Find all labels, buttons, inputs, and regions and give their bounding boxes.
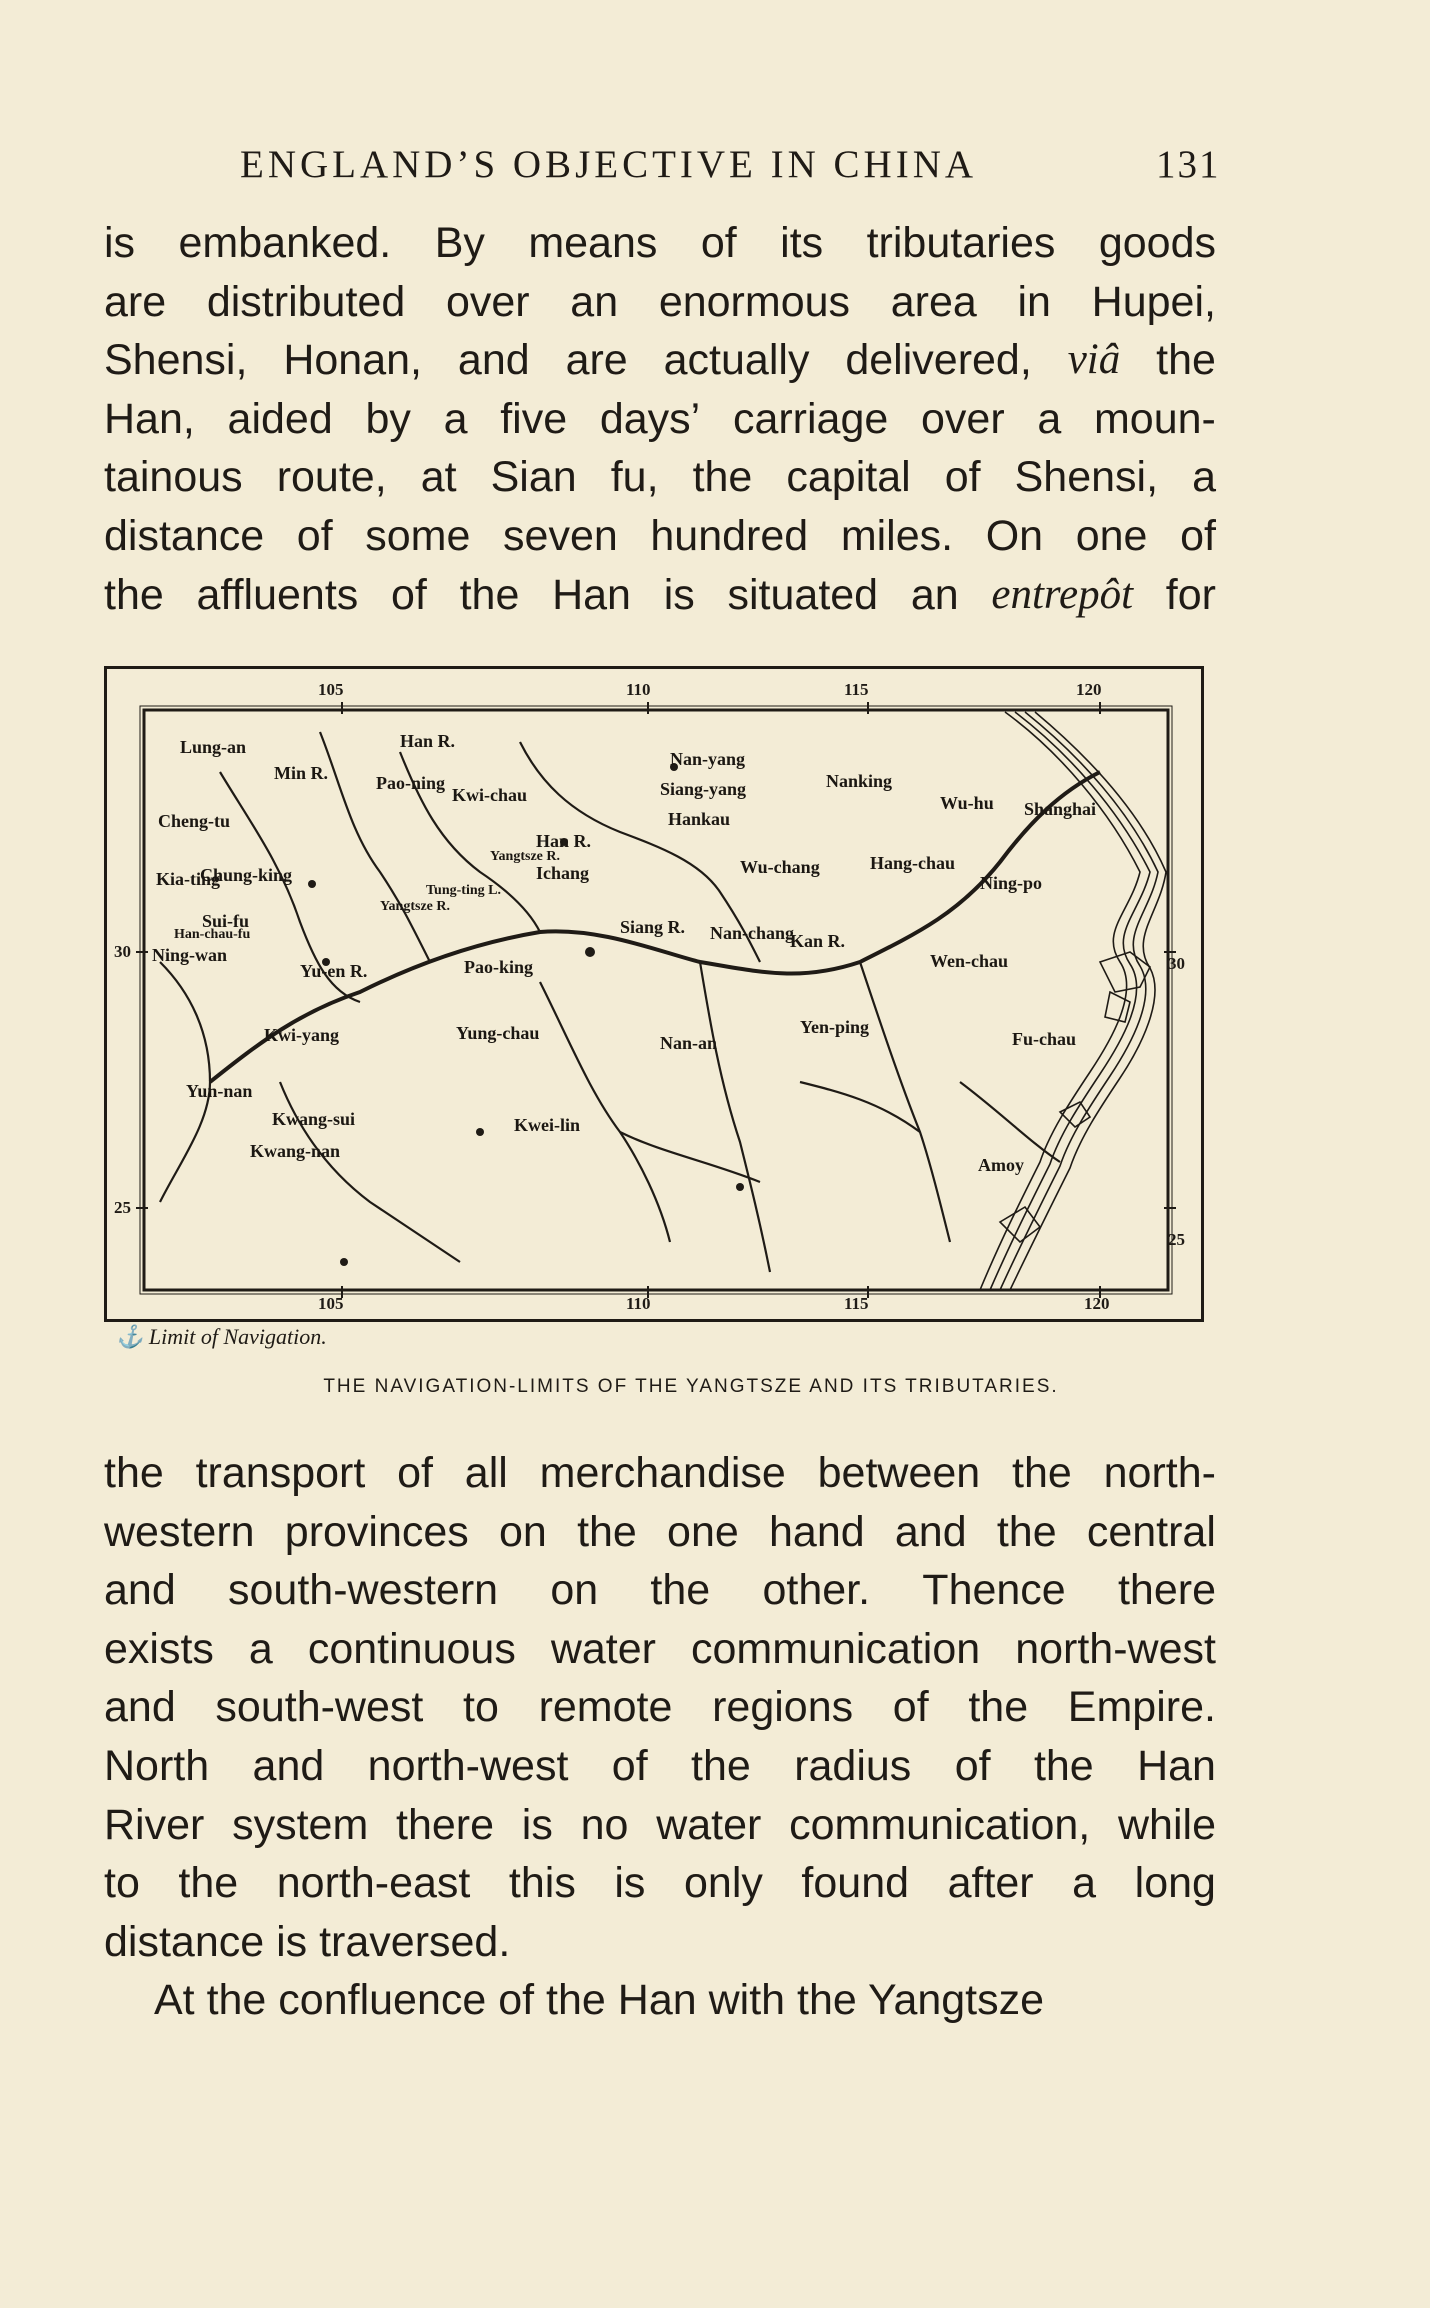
word: a [1192, 453, 1216, 502]
map-place-label: Han-chau-fu [174, 927, 251, 942]
map-place-label: Shanghai [1024, 799, 1097, 819]
map-place-label: Min R. [274, 763, 328, 783]
word: embanked. [178, 219, 392, 267]
word: an [910, 570, 959, 619]
map-place-label: Amoy [978, 1155, 1024, 1175]
word: distance [104, 511, 265, 560]
word: communication [691, 1624, 981, 1673]
word: is [104, 219, 136, 267]
word: of [391, 570, 427, 619]
tick-bottom-105: 105 [318, 1294, 344, 1313]
word: carriage [732, 394, 889, 443]
word: of [397, 1449, 433, 1497]
map-place-label: Kan R. [790, 931, 846, 951]
word: only [683, 1859, 763, 1908]
word: water [550, 1624, 656, 1673]
text-line [104, 1737, 1216, 1796]
word: Sian [490, 453, 577, 502]
map-place-label: Ning-po [980, 873, 1043, 893]
tick-top-115: 115 [844, 680, 869, 699]
word: exists [104, 1624, 214, 1673]
text-line [104, 1678, 1216, 1737]
word: provinces [284, 1507, 469, 1556]
map-place-label: Kwi-chau [452, 785, 528, 805]
town-markers [308, 763, 747, 1266]
word: of [954, 1741, 991, 1790]
word: means [528, 219, 658, 267]
map-place-label: Kwi-yang [264, 1025, 340, 1045]
word: days’ [599, 394, 701, 443]
word: distributed [206, 277, 406, 326]
word: found [801, 1859, 910, 1908]
map-inner-frame [144, 710, 1168, 1290]
word: a [1037, 394, 1062, 443]
word: hundred [650, 511, 809, 560]
word: remote [538, 1683, 673, 1732]
word: on [550, 1566, 599, 1615]
running-head [0, 142, 1430, 192]
bottom-paragraph [104, 1444, 1216, 2030]
word: are [104, 277, 167, 326]
word: other. [762, 1566, 871, 1615]
word: distance is traversed. [104, 1917, 511, 1966]
word: of [1180, 511, 1216, 560]
word: the [996, 1507, 1057, 1556]
map-place-label: Chung-king [200, 865, 293, 885]
figure-caption-text: THE NAVIGATION-LIMITS OF THE YANGTSZE AND ITS TRIBUTARIES. [323, 1376, 1059, 1397]
text-line [104, 1854, 1216, 1913]
map-place-label: Wu-hu [940, 793, 994, 813]
map-place-label: Pao-ning [376, 773, 446, 793]
word: the [691, 1741, 751, 1790]
word: long [1134, 1859, 1216, 1908]
word: route, [276, 453, 387, 502]
word: North [104, 1741, 210, 1790]
tick-bottom-120: 120 [1084, 1294, 1110, 1313]
map-place-label: Yen-ping [800, 1017, 870, 1037]
map-place-label: Yun-nan [186, 1081, 253, 1101]
map-place-label: Nanking [826, 771, 893, 791]
word: By [434, 219, 485, 267]
word: miles. [840, 511, 954, 560]
map-place-label: Nan-yang [670, 749, 746, 769]
text-line [104, 1913, 1216, 1972]
word: of [611, 1741, 648, 1790]
map-place-label: Cheng-tu [158, 811, 231, 831]
word: north-east [276, 1859, 471, 1908]
word: are [565, 336, 628, 385]
graticule-ticks [136, 702, 1176, 1298]
map-place-label: Siang R. [620, 917, 686, 937]
word: actually [663, 336, 810, 385]
top-paragraph [104, 214, 1216, 624]
word: of [944, 453, 981, 502]
tick-top-110: 110 [626, 680, 651, 699]
word: the [1156, 336, 1216, 385]
word: radius [794, 1741, 912, 1790]
map-place-label: Sui-fu [202, 911, 250, 931]
word: over [445, 277, 530, 326]
word: an [570, 277, 619, 326]
map-place-label: Tung-ting L. [426, 883, 501, 898]
map-place-label: Nan-an [660, 1033, 718, 1053]
text-line [104, 273, 1216, 332]
word: and [252, 1741, 325, 1790]
tick-top-120: 120 [1076, 680, 1102, 699]
word: the [178, 1859, 239, 1908]
word: its [780, 219, 824, 267]
text-line [104, 1796, 1216, 1855]
text-line [104, 1503, 1216, 1562]
map-place-label: Hankau [668, 809, 731, 829]
word: there [396, 1800, 495, 1849]
map-place-label: Kwang-nan [250, 1141, 341, 1161]
word: south-western [228, 1566, 499, 1615]
map-drawing [100, 662, 1212, 1322]
word: central [1086, 1507, 1216, 1556]
word: one [1075, 511, 1148, 560]
word: and [104, 1683, 176, 1732]
word: regions [712, 1683, 854, 1732]
word: Shensi, [104, 336, 248, 385]
text-line [104, 1444, 1216, 1503]
map-place-label: Hang-chau [870, 853, 956, 873]
word: tributaries [866, 219, 1056, 267]
map-place-label: Siang-yang [660, 779, 747, 799]
word: Shensi, [1014, 453, 1159, 502]
word: at [420, 453, 457, 502]
map-place-label: Yangtsze R. [380, 899, 450, 914]
text-line [104, 507, 1216, 566]
word: system [232, 1800, 369, 1849]
page-number: 131 [1156, 143, 1221, 186]
map-place-label: Kwei-lin [514, 1115, 580, 1135]
map-place-label: Han R. [400, 731, 456, 751]
word: hand [769, 1507, 865, 1556]
text-line [104, 448, 1216, 507]
word: of [892, 1683, 929, 1732]
word: capital [786, 453, 911, 502]
word: entrepôt [991, 570, 1134, 618]
word: continuous [307, 1624, 516, 1673]
text-line [104, 331, 1216, 390]
map-place-label: Pao-king [464, 957, 534, 977]
word: north-west [367, 1741, 569, 1790]
word: affluents [196, 570, 359, 619]
word: Hupei, [1091, 277, 1216, 326]
word: the [104, 570, 164, 619]
word: delivered, [845, 336, 1032, 385]
tick-left-25: 25 [114, 1198, 131, 1217]
word: the [650, 1566, 711, 1615]
word: one [667, 1507, 739, 1556]
map-place-label: Yangtsze R. [490, 849, 560, 864]
text-line [104, 214, 1216, 273]
word: between [817, 1449, 981, 1497]
word: Han [1137, 1741, 1216, 1790]
word: is [663, 570, 695, 619]
word: is [521, 1800, 553, 1849]
word: while [1118, 1800, 1216, 1849]
word: some [365, 511, 471, 560]
map-place-label: Wu-chang [740, 857, 820, 877]
tick-right-30: 30 [1168, 954, 1185, 973]
running-head-title: ENGLAND’S OBJECTIVE IN CHINA [240, 143, 978, 186]
text-line [104, 566, 1216, 625]
text-line [104, 390, 1216, 449]
map-place-label: Nan-chang [710, 923, 795, 943]
word: the [1033, 1741, 1094, 1790]
word: the [577, 1507, 637, 1556]
word: north- [1103, 1449, 1216, 1497]
next-paragraph-line: At the confluence of the Han with the Yangtsze [154, 1976, 1045, 2025]
word: the [692, 453, 753, 502]
word: aided [227, 394, 333, 443]
tick-top-105: 105 [318, 680, 344, 699]
word: and [894, 1507, 967, 1556]
word: enormous [658, 277, 851, 326]
map-place-label: Han R. [536, 831, 592, 851]
figure-caption [0, 1376, 1430, 1398]
word: of [296, 511, 333, 560]
text-line [104, 1561, 1216, 1620]
word: Empire. [1067, 1683, 1216, 1732]
word: this [508, 1859, 576, 1908]
map-place-label: Lung-an [180, 737, 247, 757]
word: Thence [922, 1566, 1066, 1615]
map-place-label: Wen-chau [930, 951, 1009, 971]
word: and [457, 336, 530, 385]
word: the [459, 570, 520, 619]
word: Honan, [283, 336, 423, 385]
word: viâ [1067, 336, 1121, 384]
word: area [890, 277, 977, 326]
word: situated [727, 570, 879, 619]
map-figure [100, 662, 1212, 1352]
word: seven [503, 511, 618, 560]
word: moun- [1093, 394, 1216, 443]
word: there [1117, 1566, 1216, 1615]
word: the [968, 1683, 1029, 1732]
word: Han, [104, 394, 195, 443]
word: over [921, 394, 1005, 443]
word: in [1017, 277, 1051, 326]
word: the [104, 1449, 164, 1497]
word: the [1012, 1449, 1072, 1497]
word: communication, [789, 1800, 1091, 1849]
word: tainous [104, 453, 243, 502]
map-place-label: Fu-chau [1012, 1029, 1077, 1049]
word: north-west [1015, 1624, 1216, 1673]
tick-left-30: 30 [114, 942, 131, 961]
map-place-label: Kia-ting [156, 869, 221, 889]
word: a [1072, 1859, 1097, 1908]
text-line [104, 1620, 1216, 1679]
tick-bottom-110: 110 [626, 1294, 651, 1313]
word: Han [552, 570, 631, 619]
word: and [104, 1566, 176, 1615]
tick-right-25: 25 [1168, 1230, 1185, 1249]
word: by [365, 394, 411, 443]
word: fu, [610, 453, 659, 502]
word: to [463, 1683, 499, 1732]
word: to [104, 1859, 140, 1908]
word: no [580, 1800, 629, 1849]
word: five [500, 394, 568, 443]
map-legend-note: ⚓ Limit of Navigation. [116, 1324, 327, 1349]
word: is [614, 1859, 646, 1908]
word: merchandise [539, 1449, 786, 1497]
word: for [1165, 570, 1216, 619]
map-place-label: Yu-en R. [300, 961, 368, 981]
map-place-label: Kwang-sui [272, 1109, 356, 1129]
map-place-label: Ichang [536, 863, 590, 883]
rivers [160, 732, 1100, 1272]
word: of [700, 219, 737, 267]
map-place-label: Ning-wan [152, 945, 228, 965]
word: on [499, 1507, 547, 1556]
word: goods [1098, 219, 1216, 267]
word: all [464, 1449, 508, 1497]
word: a [443, 394, 468, 443]
word: south-west [215, 1683, 424, 1732]
map-place-label: Yung-chau [456, 1023, 540, 1043]
map-legend-text: Limit of Navigation. [148, 1324, 327, 1349]
word: water [656, 1800, 762, 1849]
word: River [104, 1800, 205, 1849]
word: transport [195, 1449, 366, 1497]
word: western [104, 1507, 255, 1556]
word: a [248, 1624, 273, 1673]
word: after [947, 1859, 1034, 1908]
tick-bottom-115: 115 [844, 1294, 869, 1313]
word: On [985, 511, 1044, 560]
